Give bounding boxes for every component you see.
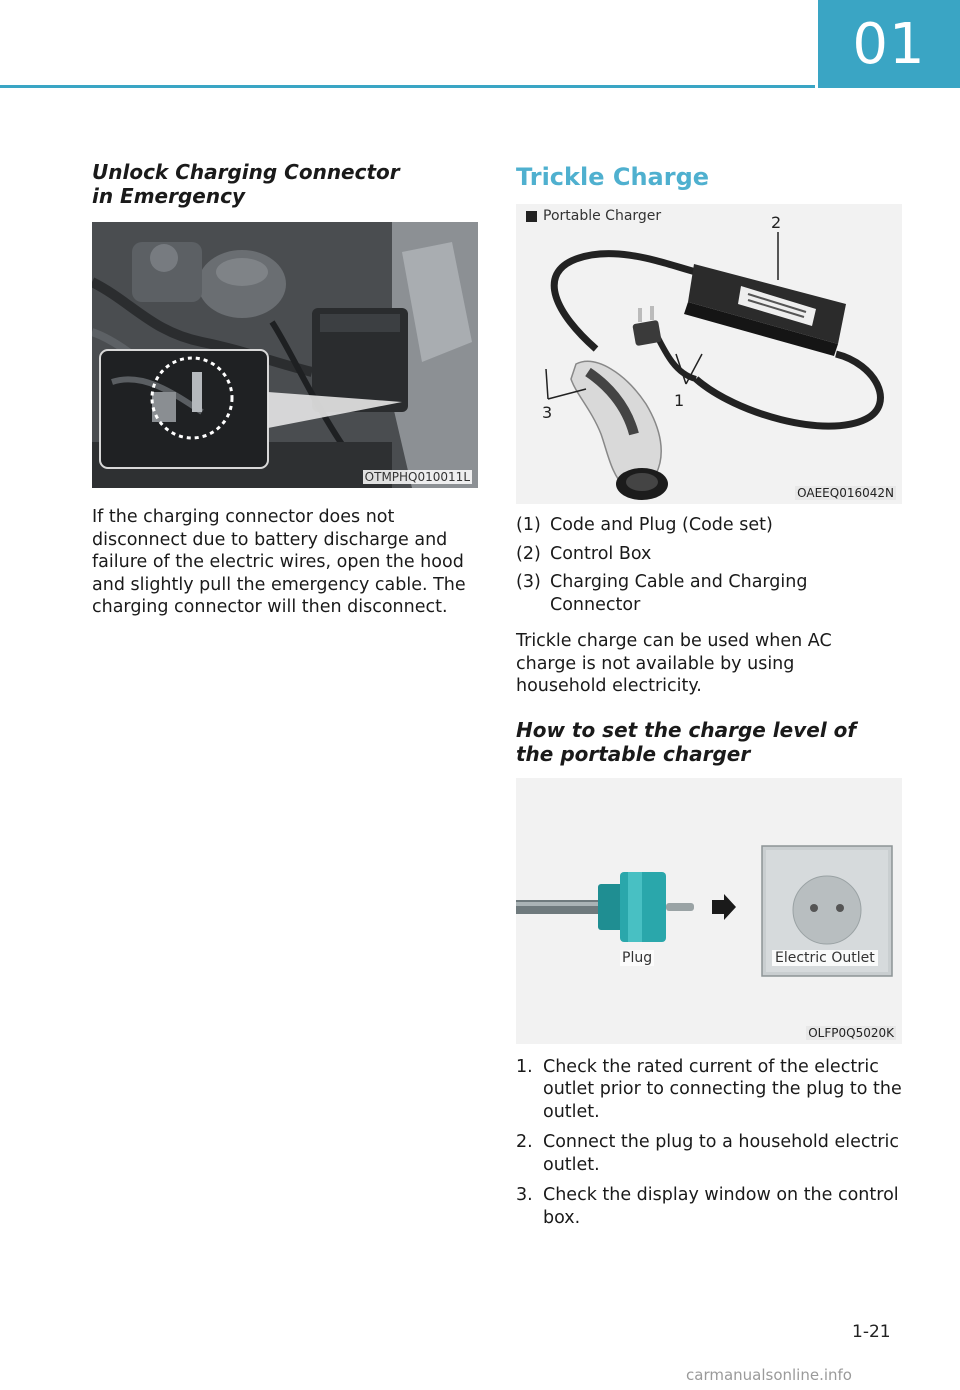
plug-label: Plug (622, 949, 653, 966)
list-item-number: (2) (516, 543, 541, 564)
list-item (516, 1131, 902, 1176)
portable-charger-illustration (516, 204, 902, 504)
plug-outlet-figure (516, 778, 902, 1044)
list-item-text: Control Box (550, 543, 652, 564)
list-item-text: Check the rated current of the electric outlet prior to connecting the plug to the outlet. (543, 1056, 902, 1122)
engine-bay-figure (92, 222, 478, 488)
watermark: carmanualsonline.info (686, 1366, 852, 1384)
portable-charger-figure (516, 204, 902, 504)
list-item-number: 3. (516, 1185, 533, 1205)
steps-list (516, 1056, 902, 1230)
list-item-text: Connect the plug to a household electric outlet. (543, 1132, 900, 1175)
charge-level-heading: How to set the charge level of the portable charger (516, 717, 857, 766)
list-item-number: (3) (516, 572, 541, 592)
emergency-unlock-text: If the charging connector does not disconnect due to battery discharge and failure of the electric wires, open the hood and slightly pull the emergency cable. The charging connector will then disconnect. (92, 507, 466, 617)
right-column (516, 160, 902, 1235)
caption-text: Portable Charger (543, 208, 662, 224)
list-item (516, 514, 902, 537)
control-box-shape (684, 264, 846, 356)
list-item (516, 543, 902, 566)
emergency-unlock-heading: Unlock Charging Connector in Emergency (92, 160, 400, 208)
list-item-number: (1) (516, 515, 541, 535)
figure-code: OAEEQ016042N (797, 486, 894, 500)
list-item (516, 1184, 902, 1229)
figure-code: OTMPHQ010011L (364, 470, 470, 484)
page-number: 1-21 (852, 1322, 891, 1342)
trickle-charge-intro: Trickle charge can be used when AC charge is not available by using household electricity. (516, 631, 832, 696)
chapter-tab: 01 (818, 0, 960, 88)
list-item (516, 571, 902, 616)
parts-list (516, 514, 902, 616)
callout-3: 3 (542, 403, 553, 422)
trickle-charge-title: Trickle Charge (516, 163, 710, 191)
caption-bullet-icon (526, 211, 537, 222)
list-item-text: Code and Plug (Code set) (550, 515, 773, 535)
list-item-number: 2. (516, 1132, 533, 1152)
engine-bay-illustration (92, 222, 478, 488)
list-item-number: 1. (516, 1056, 533, 1077)
list-item-text: Check the display window on the control box. (543, 1185, 899, 1228)
callout-1: 1 (674, 391, 685, 410)
figure-caption (526, 208, 661, 224)
outlet-label: Electric Outlet (772, 950, 878, 966)
list-item-text: Charging Cable and Charging Connector (550, 572, 808, 615)
plug-outlet-illustration (516, 778, 902, 1044)
header-rule (0, 85, 815, 88)
callout-2: 2 (771, 213, 782, 232)
figure-code: OLFP0Q5020K (808, 1025, 894, 1040)
left-column (92, 160, 478, 619)
list-item (516, 1056, 902, 1124)
